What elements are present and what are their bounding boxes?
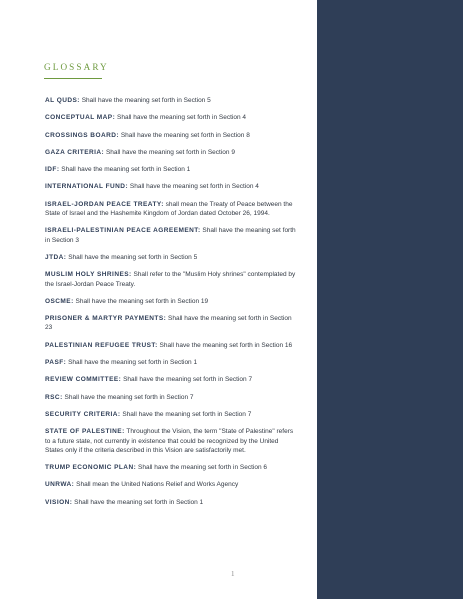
glossary-term: IDF: bbox=[45, 166, 60, 174]
glossary-definition: Shall have the meaning set forth in Section 5 bbox=[81, 97, 211, 104]
glossary-definition: Shall have the meaning set forth in Section 4 bbox=[129, 183, 259, 191]
glossary-term: GAZA CRITERIA: bbox=[45, 148, 105, 156]
glossary-term: CROSSINGS BOARD: bbox=[45, 131, 120, 139]
glossary-definition: Shall have the meaning set forth in Section 5 bbox=[68, 253, 198, 261]
glossary-entry bbox=[45, 393, 297, 402]
glossary-definition: Shall have the meaning set forth in Section 6 bbox=[138, 464, 268, 472]
glossary-definition: shall mean the Treaty of Peace between the State of Israel and the Hashemite Kingdom of Jordan dated October 26, 1994. bbox=[45, 200, 293, 218]
glossary-term: MUSLIM HOLY SHRINES: bbox=[45, 271, 132, 279]
glossary-entry bbox=[45, 253, 297, 262]
glossary-term: UNRWA: bbox=[45, 481, 75, 489]
glossary-definition: Shall mean the United Nations Relief and Works Agency bbox=[76, 481, 239, 489]
page-title: GLOSSARY bbox=[44, 62, 109, 72]
sidebar-band bbox=[317, 0, 463, 599]
glossary-header bbox=[44, 62, 109, 79]
glossary-entry bbox=[45, 96, 297, 105]
glossary-entry bbox=[45, 314, 297, 333]
glossary-term: ISRAEL-JORDAN PEACE TREATY: bbox=[45, 200, 164, 208]
glossary-list bbox=[45, 96, 297, 515]
glossary-definition: Shall have the meaning set forth in Section 7 bbox=[122, 410, 252, 418]
glossary-entry bbox=[45, 498, 297, 507]
glossary-definition: Shall have the meaning set forth in Section 8 bbox=[120, 131, 250, 139]
glossary-definition: Shall have the meaning set forth in Section 4 bbox=[117, 114, 246, 122]
glossary-entry bbox=[45, 165, 297, 174]
glossary-term: OSCME: bbox=[45, 297, 74, 305]
glossary-entry bbox=[45, 297, 297, 306]
glossary-term: PASF: bbox=[45, 359, 67, 367]
glossary-definition: Throughout the Vision, the term "State of Palestine" refers to a future state, not currently in existence that could be recognized by the United States only if the criteria described in this Vision are satisfactorily met. bbox=[45, 428, 294, 454]
glossary-entry bbox=[45, 463, 297, 472]
glossary-entry bbox=[45, 358, 297, 367]
glossary-term: INTERNATIONAL FUND: bbox=[45, 183, 129, 191]
glossary-term: REVIEW COMMITTEE: bbox=[45, 376, 122, 384]
glossary-entry bbox=[45, 270, 297, 289]
glossary-entry bbox=[45, 148, 297, 157]
glossary-definition: Shall have the meaning set forth in Section 1 bbox=[61, 166, 191, 174]
glossary-term: STATE OF PALESTINE: bbox=[45, 428, 125, 436]
glossary-term: SECURITY CRITERIA: bbox=[45, 410, 121, 418]
glossary-term: CONCEPTUAL MAP: bbox=[45, 114, 116, 122]
page-number: 1 bbox=[231, 570, 235, 578]
glossary-definition: Shall have the meaning set forth in Section 9 bbox=[105, 148, 235, 156]
glossary-term: JTDA: bbox=[45, 253, 67, 261]
glossary-entry bbox=[45, 131, 297, 140]
glossary-term: ISRAELI-PALESTINIAN PEACE AGREEMENT: bbox=[45, 227, 201, 235]
glossary-entry bbox=[45, 200, 297, 219]
title-underline bbox=[44, 78, 102, 79]
glossary-definition: Shall have the meaning set forth in Section 7 bbox=[123, 376, 253, 384]
glossary-term: PALESTINIAN REFUGEE TRUST: bbox=[45, 341, 158, 349]
glossary-definition: Shall have the meaning set forth in Section 3 bbox=[45, 227, 296, 244]
glossary-term: AL QUDS: bbox=[45, 97, 80, 104]
glossary-term: TRUMP ECONOMIC PLAN: bbox=[45, 464, 137, 472]
glossary-entry bbox=[45, 480, 297, 489]
glossary-entry bbox=[45, 341, 297, 350]
glossary-entry bbox=[45, 410, 297, 419]
glossary-definition: Shall refer to the "Muslim Holy shrines" contemplated by the Israel-Jordan Peace Treaty. bbox=[45, 271, 296, 288]
glossary-entry bbox=[45, 427, 297, 455]
glossary-definition: Shall have the meaning set forth in Section 16 bbox=[159, 341, 293, 349]
glossary-term: PRISONER & MARTYR PAYMENTS: bbox=[45, 315, 167, 323]
glossary-term: VISION: bbox=[45, 498, 73, 506]
glossary-definition: Shall have the meaning set forth in Section 1 bbox=[74, 498, 204, 506]
glossary-entry bbox=[45, 182, 297, 191]
glossary-definition: Shall have the meaning set forth in Section 19 bbox=[75, 297, 209, 305]
glossary-definition: Shall have the meaning set forth in Section 7 bbox=[64, 393, 194, 401]
glossary-definition: Shall have the meaning set forth in Section 1 bbox=[68, 359, 198, 367]
glossary-entry bbox=[45, 375, 297, 384]
glossary-entry bbox=[45, 226, 297, 245]
glossary-entry bbox=[45, 113, 297, 122]
glossary-term: RSC: bbox=[45, 393, 63, 401]
glossary-definition: Shall have the meaning set forth in Section 23 bbox=[45, 315, 292, 332]
